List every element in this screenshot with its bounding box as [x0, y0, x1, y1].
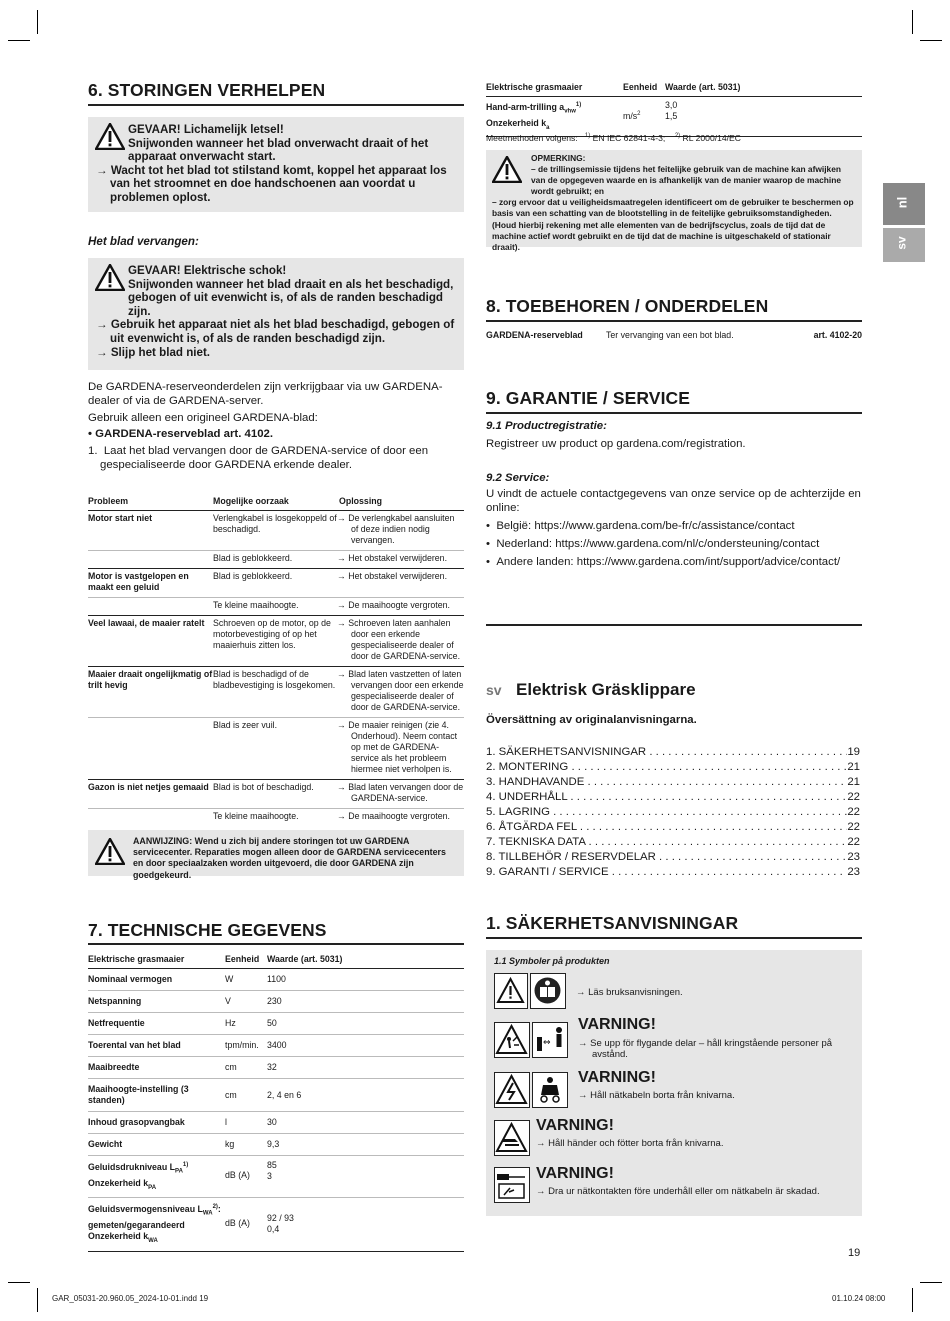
list-item: • Nederland: https://www.gardena.com/nl/c/ondersteuning/contact	[486, 537, 820, 550]
section-8-title: 8. TOEBEHOREN / ONDERDELEN	[486, 296, 769, 316]
arrow-icon: →	[96, 163, 111, 177]
remark-line: – de trillingsemissie tijdens het feitelijke gebruik van de machine kan afwijken van de opgegeven waarde en is afhankelijk van de manier waarop de machine wordt gebruikt; en	[531, 164, 841, 197]
paragraph: De GARDENA-reserveonderdelen zijn verkrijgbaar via uw GARDENA-dealer of via de GARDENA-server.	[88, 381, 443, 407]
paragraph: Registreer uw product op gardena.com/registration.	[486, 437, 746, 450]
crop-mark	[912, 10, 913, 34]
warning-action: → Wacht tot het blad tot stilstand komt, koppel het apparaat los van het stroomnet en doe handschoenen aan voordat u problemen oplost.	[96, 163, 447, 204]
table-row: Maaibreedte cm 32	[88, 1057, 464, 1079]
accessory-art: art. 4102-20	[813, 330, 862, 340]
arrow-icon: →	[536, 1186, 549, 1197]
column-header: Elektrische grasmaaier	[486, 82, 583, 92]
toc-item[interactable]: 8. TILLBEHÖR / RESERVDELAR . . . 23	[486, 850, 860, 865]
warning-triangle-icon	[95, 264, 125, 291]
symbol-text: → Dra ur nätkontakten före underhåll eller om nätkabeln är skadad.	[536, 1186, 820, 1197]
warning-symbol-icon	[494, 973, 528, 1009]
table-row: Maaier draait ongelijkmatig of trilt hevig Blad is beschadigd of de bladbevestiging is losgekomen. → Blad laten vastzetten of laten vervangen door een erkende gespecialiseerde dealer of door de GARDENA-service.	[88, 667, 464, 718]
keep-distance-icon	[532, 1022, 568, 1058]
toc-item[interactable]: 1. SÄKERHETSANVISNINGAR . . . 19	[486, 745, 860, 760]
arrow-icon: →	[576, 987, 589, 998]
tab-nl-label: nl	[894, 196, 910, 209]
symbols-box	[486, 950, 862, 1216]
warning-line: Snijwonden wanneer het blad onverwacht draait of het apparaat onverwacht start.	[128, 136, 429, 164]
footer-file: GAR_05031-20.960.05_2024-10-01.indd 19	[52, 1294, 209, 1303]
table-row: Geluidsdrukniveau $L_{PA}^{1)}$ Onzekerheid $k_{PA}$ dB (A) 85 3	[88, 1156, 464, 1198]
column-header: Elektrische grasmaaier	[88, 954, 185, 964]
symbols-heading: 1.1 Symboler på produkten	[494, 956, 610, 966]
warning-action: → Slijp het blad niet.	[96, 345, 211, 359]
crop-mark	[920, 40, 942, 41]
paragraph: U vindt de actuele contactgegevens van onze service op de achterzijde en online:	[486, 488, 861, 515]
table-row: Hand-arm-trilling $a_{vhw}^{1)}$ Onzekerheid $k_a$ $m/s^2$ 3,0 1,5	[486, 97, 862, 137]
table-row: Nominaal vermogen W 1100	[88, 969, 464, 991]
warning-box-injury	[88, 117, 464, 212]
warning-title: VARNING!	[536, 1165, 614, 1182]
svg-text:⇔: ⇔	[543, 1038, 551, 1048]
table-row: Geluidsvermogensniveau $L_{WA}^{2)}$: gemeten/gegarandeerd Onzekerheid $k_{WA}$ dB (A) 92 / 93 0,4	[88, 1198, 464, 1251]
symbol-text: → Håll nätkabeln borta från knivarna.	[578, 1090, 735, 1101]
step-item: 1. Laat het blad vervangen door de GARDENA-service of door een gespecialiseerde door GARDENA erkende dealer.	[88, 445, 429, 471]
table-row: Maaihoogte-instelling (3 standen) cm 2, 4 en 6	[88, 1079, 464, 1112]
subheading-blade: Het blad vervangen:	[88, 235, 199, 248]
accessory-desc: Ter vervanging van een bot blad.	[606, 330, 734, 340]
crop-mark	[37, 10, 38, 34]
crop-mark	[8, 40, 30, 41]
troubleshooting-table	[88, 492, 464, 826]
section-9-title: 9. GARANTIE / SERVICE	[486, 388, 691, 408]
divider	[486, 320, 862, 322]
section-6-title: 6. STORINGEN VERHELPEN	[88, 80, 326, 100]
technical-data-table	[88, 950, 464, 1252]
blade-hazard-icon	[494, 1120, 530, 1156]
divider	[486, 412, 862, 414]
cable-away-icon	[532, 1072, 568, 1108]
accessory-name: GARDENA-reserveblad	[486, 330, 583, 340]
list-item: • Andere landen: https://www.gardena.com/int/support/advice/contact/	[486, 555, 841, 568]
language-code: sv	[486, 682, 502, 698]
table-row: Netspanning V 230	[88, 991, 464, 1013]
warning-triangle-icon	[95, 838, 125, 865]
arrow-icon: →	[96, 345, 111, 359]
toc-item[interactable]: 2. MONTERING . . . 21	[486, 760, 860, 775]
table-of-contents	[486, 745, 860, 880]
crop-mark	[920, 1282, 942, 1283]
vibration-table	[486, 78, 862, 137]
arrow-icon: →	[578, 1038, 591, 1049]
warning-head: GEVAAR! Elektrische schok!	[128, 264, 287, 277]
warning-title: VARNING!	[536, 1117, 614, 1134]
column-header: Waarde (art. 5031)	[267, 954, 343, 964]
column-header: Mogelijke oorzaak	[213, 496, 289, 506]
column-header: Probleem	[88, 496, 129, 506]
table-row: Blad is geblokkeerd. → Het obstakel verwijderen.	[88, 551, 464, 569]
warranty-text	[486, 420, 862, 569]
symbol-text: → Håll händer och fötter borta från knivarna.	[536, 1138, 724, 1149]
tab-sv[interactable]	[883, 228, 925, 262]
symbol-text: → Läs bruksanvisningen.	[576, 987, 683, 998]
divider	[486, 937, 862, 939]
table-row: Veel lawaai, de maaier ratelt Schroeven op de motor, op de motorbevestiging of op het maaierhuis zitten los. → Schroeven laten aanhalen door een erkende gespecialiseerde dealer of door de GARDENA-service.	[88, 616, 464, 667]
warning-triangle-icon	[492, 156, 522, 183]
list-item: • België: https://www.gardena.com/be-fr/c/assistance/contact	[486, 519, 795, 532]
sv-product-title: Elektrisk Gräsklippare	[516, 680, 696, 699]
crop-mark	[37, 1288, 38, 1312]
tab-nl[interactable]	[883, 183, 925, 225]
sv-section-1-title: 1. SÄKERHETSANVISNINGAR	[486, 913, 739, 933]
table-row: Motor is vastgelopen en maakt een geluid Blad is geblokkeerd. → Het obstakel verwijderen.	[88, 569, 464, 598]
crop-mark	[8, 1282, 30, 1283]
table-row: Inhoud grasopvangbak l 30	[88, 1112, 464, 1134]
arrow-icon: →	[96, 318, 111, 332]
warning-box-shock	[88, 258, 464, 370]
unplug-icon	[494, 1167, 530, 1203]
table-row: Gewicht kg 9,3	[88, 1134, 464, 1156]
toc-item[interactable]: 4. UNDERHÅLL . . . 22	[486, 790, 860, 805]
section-7-title: 7. TECHNISCHE GEGEVENS	[88, 920, 327, 940]
divider	[88, 104, 464, 106]
divider	[88, 943, 464, 945]
warning-title: VARNING!	[578, 1069, 656, 1086]
crop-mark	[912, 1288, 913, 1312]
warning-action: → Gebruik het apparaat niet als het blad beschadigd, gebogen of uit evenwicht is, of als de randen beschadigd zijn.	[96, 318, 455, 345]
divider	[486, 624, 862, 626]
column-header: Eenheid	[225, 954, 260, 964]
remark-box	[486, 150, 862, 252]
toc-item[interactable]: 5. LAGRING . . . 22	[486, 805, 860, 820]
toc-item[interactable]: 7. TEKNISKA DATA . . . 22	[486, 835, 860, 850]
warning-triangle-icon	[95, 123, 125, 150]
table-row: Gazon is niet netjes gemaaid Blad is bot of beschadigd. → Blad laten vervangen door de GARDENA-service.	[88, 780, 464, 809]
read-manual-icon	[530, 973, 566, 1009]
warning-line: Snijwonden wanneer het blad draait en als het beschadigd, gebogen of uit evenwicht is, of als de randen beschadigd zijn.	[128, 277, 454, 318]
flying-parts-icon	[494, 1022, 530, 1058]
spare-parts-text	[88, 381, 464, 473]
accessory-row	[486, 330, 862, 340]
column-header: Waarde (art. 5031)	[665, 82, 741, 92]
table-row: Motor start niet Verlengkabel is losgekoppeld of beschadigd. → De verlengkabel aansluiten of deze indien nodig vervangen.	[88, 511, 464, 551]
bullet-item: • GARDENA-reserveblad art. 4102.	[88, 428, 274, 441]
electric-shock-icon	[494, 1072, 530, 1108]
subheading: 9.2 Service:	[486, 471, 550, 484]
toc-item[interactable]: 3. HANDHAVANDE . . . 21	[486, 775, 860, 790]
measurement-methods: Meetmethoden volgens: $^{1)}$ EN IEC 62841-4-3; $^{2)}$ RL 2000/14/EC	[486, 133, 741, 143]
warning-head: GEVAAR! Lichamelijk letsel!	[128, 123, 284, 136]
sv-header	[486, 680, 696, 700]
note-text: AANWIJZING: Wend u zich bij andere storingen tot uw GARDENA servicecenter. Reparaties mogen alleen door de GARDENA servicecenters en door speciaalzaken worden uitgevoerd, die door GARDENA zijn goedgekeurd.	[133, 836, 446, 880]
symbol-text: → Se upp för flygande delar – håll kringstående personer på avstånd.	[578, 1038, 833, 1060]
warning-title: VARNING!	[578, 1016, 656, 1033]
remark-line: – zorg ervoor dat u veiligheidsmaatregelen identificeert om de gebruiker te beschermen op basis van een schatting van de blootstelling in de feitelijke gebruiksomstandigheden. (Houd hierbij rekening met alle elementen van de bedrijfscyclus, zoals de tijd dat de machine actief wordt gebruikt en de tijd dat de machine is uitgeschakeld of stationair draait).	[492, 197, 854, 252]
paragraph: Gebruik alleen een origineel GARDENA-blad:	[88, 411, 318, 424]
sv-subtitle: Översättning av originalanvisningarna.	[486, 714, 697, 726]
table-row: Toerental van het blad tpm/min. 3400	[88, 1035, 464, 1057]
remark-head: OPMERKING:	[531, 153, 586, 163]
subheading: 9.1 Productregistratie:	[486, 420, 607, 432]
footer-date: 01.10.24 08:00	[832, 1294, 886, 1303]
page-number: 19	[848, 1247, 861, 1259]
table-row: Te kleine maaihoogte. → De maaihoogte vergroten.	[88, 598, 464, 616]
note-box	[88, 830, 464, 880]
table-row: Te kleine maaihoogte. → De maaihoogte vergroten.	[213, 811, 450, 821]
column-header: Eenheid	[623, 82, 658, 92]
toc-item[interactable]: 9. GARANTI / SERVICE . . . 23	[486, 865, 860, 880]
tab-sv-label: sv	[894, 236, 909, 250]
toc-item[interactable]: 6. ÅTGÄRDA FEL . . . 22	[486, 820, 860, 835]
arrow-icon: →	[536, 1138, 549, 1149]
column-header: Oplossing	[339, 496, 383, 506]
table-row: Blad is zeer vuil. → De maaier reinigen (zie 4. Onderhoud). Neem contact op met de GARDENA-service als het probleem hiermee niet verholpen is.	[88, 718, 464, 780]
table-row: Netfrequentie Hz 50	[88, 1013, 464, 1035]
arrow-icon: →	[578, 1090, 591, 1101]
